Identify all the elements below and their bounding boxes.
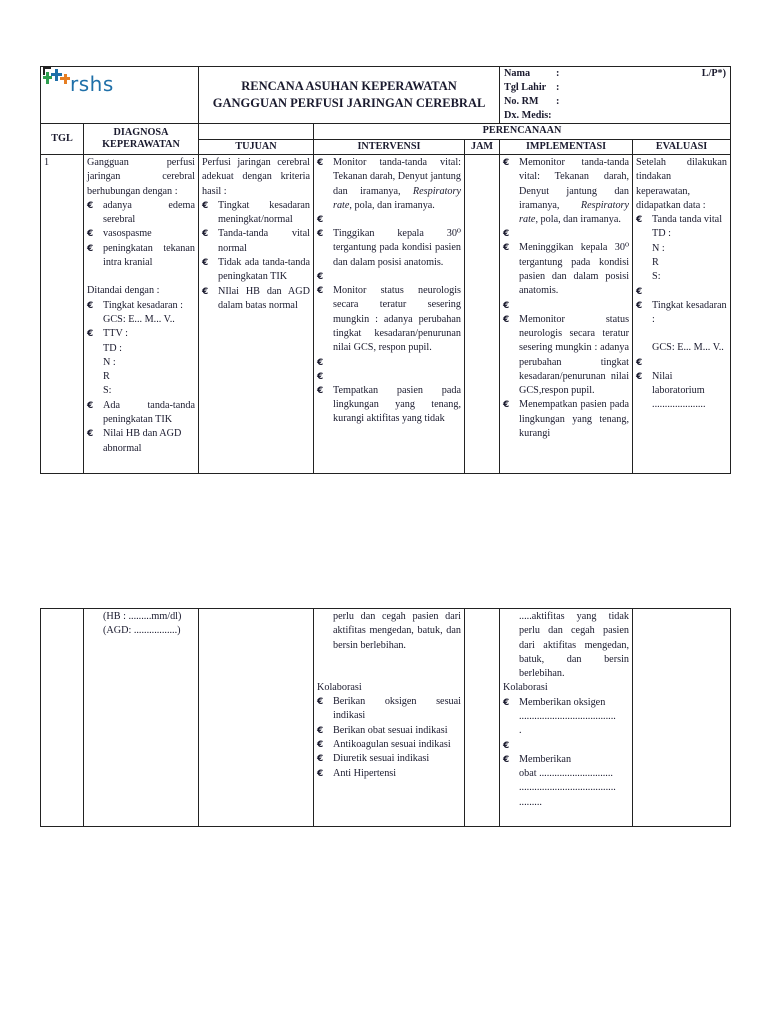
- no-rm-colon: :: [556, 96, 560, 107]
- impl-obat-label: € Memberikan: [519, 753, 572, 765]
- col-header-tgl: TGL: [41, 124, 84, 155]
- col-header-jam: JAM: [465, 139, 500, 155]
- implementasi-cell-2: [500, 609, 633, 827]
- intervensi-1-a: Monitor tanda-tanda vital: Tekanan darah, Denyut jantung dan iramanya,: [333, 157, 461, 197]
- list-item: € Nilai HB dan AGD abnormal: [87, 427, 195, 456]
- impl-obat-dots-2: .........: [519, 796, 542, 808]
- tujuan-intro: Perfusi jaringan cerebral adekuat dengan kriteria hasil :: [202, 157, 310, 197]
- eval-vital-label: € Tanda tanda vital: [652, 214, 723, 226]
- list-item: € Diuretik sesuai indikasi: [317, 752, 461, 766]
- no-rm-label: No. RM: [504, 96, 539, 107]
- care-plan-table-page1: [40, 66, 731, 474]
- tgl-cell: 1: [41, 155, 84, 474]
- ttv-r: R: [103, 371, 110, 383]
- eval-lab-dots: .....................: [652, 399, 706, 411]
- list-item: € Monitor status neurologis secara teratur sesering mungkin : adanya perubahan tingkat kesadaran/penurunan nilai GCS, respon pupil.: [317, 284, 461, 355]
- implementasi-list: [503, 156, 629, 441]
- list-item: [503, 753, 629, 810]
- title-line-2: GANGGUAN PERFUSI JARINGAN CEREBRAL: [212, 96, 486, 110]
- agd-value: (AGD: .................): [103, 625, 181, 637]
- tgl-lahir-colon: :: [556, 82, 560, 93]
- hb-value: (HB : .........mm/dl): [103, 611, 182, 622]
- intervensi-cont: perlu dan cegah pasien dari aktifitas mengedan, batuk, dan bersin berlebihan.: [333, 611, 461, 651]
- evaluasi-list: [636, 213, 727, 412]
- impl-oksigen-dots: ......................................: [519, 711, 616, 723]
- list-item: [317, 156, 461, 213]
- evaluasi-cell: [633, 155, 731, 474]
- intervensi-1-rr: Respiratory rate: [333, 185, 461, 211]
- kolaborasi-list: [317, 695, 461, 781]
- kolaborasi-label: Kolaborasi: [317, 681, 362, 693]
- diagnosa-cell-2: [84, 609, 199, 827]
- dx-medis-label: Dx. Medis:: [504, 110, 552, 121]
- list-item: [636, 299, 727, 356]
- list-item: € Meninggikan kepala 30⁰ tergantung pada kondisi pasien dan dalam posisi anatomis.: [503, 241, 629, 298]
- tujuan-cell: [199, 155, 314, 474]
- eval-td: TD :: [652, 228, 671, 240]
- care-plan-table-page2: [40, 608, 731, 827]
- title-line-1: RENCANA ASUHAN KEPERAWATAN: [241, 79, 457, 93]
- list-item: [503, 156, 629, 227]
- col-header-implementasi: IMPLEMENTASI: [500, 139, 633, 155]
- tgl-lahir-label: Tgl Lahir: [504, 82, 547, 93]
- evaluasi-cell-2: [633, 609, 731, 827]
- diagnosa-signs: [87, 299, 195, 456]
- diagnosa-label-1: DIAGNOSA: [113, 126, 169, 138]
- impl-oksigen-dot: .: [519, 725, 522, 737]
- list-item: € Memonitor status neurologis secara teratur sesering mungkin : adanya perubahan tingkat kesadaran/penurunan nilai GCS,respon pupil.: [503, 313, 629, 399]
- intervensi-1-b: , pola, dan iramanya.: [349, 199, 435, 211]
- list-item: € Menempatkan pasien pada lingkungan yang tenang, kurangi: [503, 398, 629, 441]
- list-item: € Berikan oksigen sesuai indikasi: [317, 695, 461, 724]
- col-header-evaluasi: EVALUASI: [633, 139, 731, 155]
- list-item: € NIlai HB dan AGD dalam batas normal: [202, 285, 310, 314]
- impl-oksigen: € Memberikan oksigen: [519, 696, 606, 708]
- ttv-td: TD :: [103, 342, 122, 354]
- lp-field: L/P*): [701, 68, 727, 79]
- list-item: € adanya edema serebral: [87, 199, 195, 228]
- form-title: [199, 67, 500, 124]
- eval-s: S:: [652, 271, 661, 283]
- implementasi-cell: [500, 155, 633, 474]
- kolaborasi-impl-label: Kolaborasi: [503, 682, 548, 694]
- col-header-diagnosa: [84, 124, 199, 155]
- intervensi-cell: [314, 155, 465, 474]
- kolaborasi-impl-list: [503, 696, 629, 810]
- list-item: [636, 213, 727, 284]
- implementasi-1-b: , pola, dan iramanya.: [535, 214, 621, 226]
- list-item: [87, 327, 195, 398]
- rshs-logo: [41, 67, 198, 123]
- list-item: € Tidak ada tanda-tanda peningkatan TIK: [202, 256, 310, 285]
- implementasi-cont: .....aktifitas yang tidak perlu dan cegah pasien dari aktifitas mengedan, batuk, dan bersin berlebihan.: [519, 611, 629, 680]
- diagnosa-intro: Gangguan perfusi jaringan cerebral berhubungan dengan :: [87, 157, 195, 197]
- list-item: € Tingkat kesadaran meningkat/normal: [202, 199, 310, 228]
- nama-label: Nama: [504, 68, 531, 79]
- eval-gcs: GCS: E... M... V..: [652, 342, 724, 354]
- ttv-n: N :: [103, 356, 116, 368]
- intervensi-list: [317, 156, 461, 426]
- diagnosa-cell: [84, 155, 199, 474]
- list-item: € Antikoagulan sesuai indikasi: [317, 738, 461, 752]
- eval-r: R: [652, 257, 659, 269]
- list-item: € Tingkat kesadaran : GCS: E... M... V..: [87, 299, 195, 328]
- evaluasi-intro: Setelah dilakukan tindakan keperawatan, didapatkan data :: [636, 157, 728, 211]
- ttv-s: S:: [103, 385, 112, 397]
- list-item: [503, 696, 629, 739]
- eval-lab-label: € Nilai laboratorium: [652, 370, 705, 396]
- logo-text: rshs: [70, 72, 114, 96]
- list-item: € vasospasme: [87, 227, 195, 241]
- intervensi-cell-2: [314, 609, 465, 827]
- col-header-intervensi: INTERVENSI: [314, 139, 465, 155]
- implementasi-1-a: Memonitor tanda-tanda vital: Tekanan darah, Denyut jantung dan iramanya,: [519, 157, 630, 211]
- nama-colon: :: [556, 68, 560, 79]
- ttv-label: € TTV :: [103, 328, 128, 340]
- diagnosa-label-2: KEPERAWATAN: [102, 139, 180, 150]
- tujuan-criteria: [202, 199, 310, 313]
- list-item: € Berikan obat sesuai indikasi: [317, 724, 461, 738]
- patient-info: [500, 67, 731, 124]
- list-item: € Tempatkan pasien pada lingkungan yang tenang, kurangi aktifitas yang tidak: [317, 384, 461, 427]
- diagnosa-causes: [87, 199, 195, 270]
- col-header-tujuan-spacer: [199, 124, 314, 140]
- eval-kesadaran-label: € Tingkat kesadaran :: [652, 299, 727, 325]
- list-item: [636, 370, 727, 413]
- impl-obat-dots: ......................................: [519, 782, 616, 794]
- eval-n: N :: [652, 242, 665, 254]
- list-item: € Tinggikan kepala 30⁰ tergantung pada kondisi pasien dan dalam posisi anatomis.: [317, 227, 461, 270]
- jam-cell: [465, 155, 500, 474]
- list-item: € peningkatan tekanan intra kranial: [87, 242, 195, 271]
- jam-cell-2: [465, 609, 500, 827]
- logo-cell: [41, 67, 199, 124]
- list-item: € Tanda-tanda vital normal: [202, 227, 310, 256]
- col-header-perencanaan: PERENCANAAN: [314, 124, 731, 140]
- tujuan-cell-2: [199, 609, 314, 827]
- list-item: € Anti Hipertensi: [317, 767, 461, 781]
- col-header-tujuan: TUJUAN: [199, 139, 314, 155]
- implementasi-1-rr: Respiratory rate: [519, 199, 630, 226]
- impl-obat: obat .............................: [519, 767, 613, 779]
- tgl-cell-2: [41, 609, 84, 827]
- list-item: € Ada tanda-tanda peningkatan TIK: [87, 399, 195, 428]
- ditandai-label: Ditandai dengan :: [87, 285, 160, 297]
